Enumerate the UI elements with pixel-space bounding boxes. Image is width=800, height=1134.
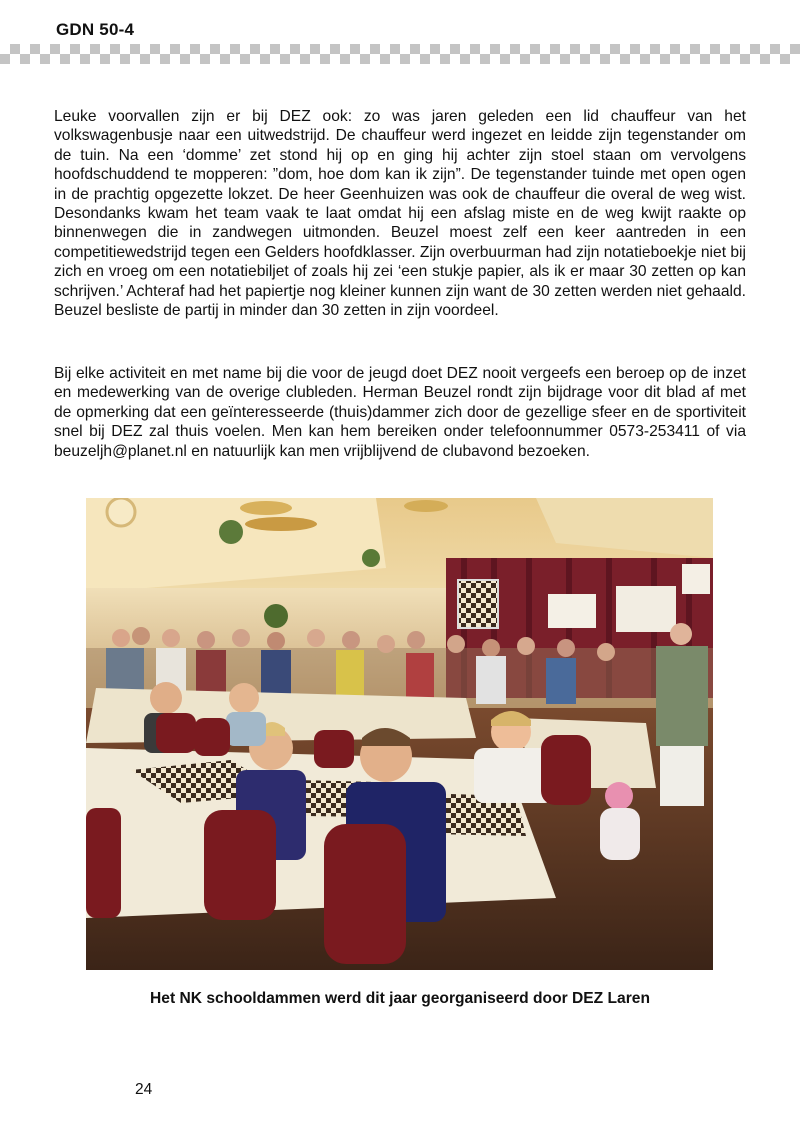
page-number: 24 — [135, 1081, 153, 1098]
article-paragraph-2: Bij elke activiteit en met name bij die voor de jeugd doet DEZ nooit vergeefs een beroep op de inzet en medewerking van de overige clubleden. Herman Beuzel rondt zijn bijdrage voor dit blad af met de opmerking dat een geïnteresseerde (thuis)dammer zich door de gezellige sfeer en de sportiviteit snel bij DEZ zal thuis voelen. Men kan hem bereiken onder telefoonnummer 0573-253411 of via beuzeljh@planet.nl en natuurlijk kan men vrijblijvend de clubavond bezoeken. — [54, 365, 746, 460]
checkered-header-strip — [0, 44, 800, 64]
photo-caption: Het NK schooldammen werd dit jaar georganiseerd door DEZ Laren — [150, 990, 650, 1007]
article-paragraph-1: Leuke voorvallen zijn er bij DEZ ook: zo was jaren geleden een lid chauffeur van het volkswagenbusje naar een uitwedstrijd. De chauffeur werd ingezet en leidde zijn tegenstander om de tuin. Na een ‘domme’ zet stond hij op en ging hij achter zijn stoel staan om vervolgens hoofdschuddend te mopperen: ”dom, hoe dom kan ik zijn”. De tegenstander tuinde met open ogen in de prachtig opgezette lokzet. De heer Geenhuizen was ook de chauffeur die overal de weg wist. Desondanks kwam het team vaak te laat omdat hij een afslag miste en de weg kwijt raakte op binnenwegen die in zandwegen uitmonden. Beuzel moest zelf een keer aantreden in een competitiewedstrijd tegen een Gelders hoofdklasser. Zijn overbuurman had zijn notatieboekje niet bij zich en vroeg om een notatiebiljet of zoals hij zei ‘een stukje papier, als ik er maar 30 zetten op kan schrijven.’ Achteraf had het papiertje nog kleiner kunnen zijn want de 30 zetten werden niet gehaald. Beuzel besliste de partij in minder dan 30 zetten in zijn voordeel. — [54, 108, 746, 320]
tournament-photo — [86, 498, 713, 970]
page-header-title: GDN 50-4 — [56, 20, 135, 39]
